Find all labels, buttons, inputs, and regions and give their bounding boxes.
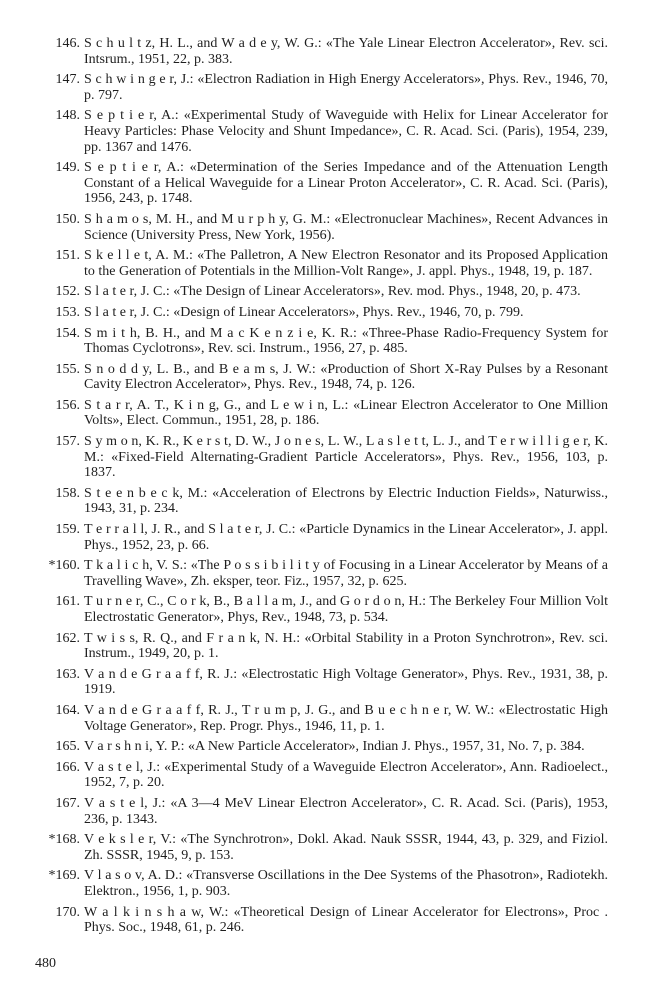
reference-text: S e p t i e r, A.: «Experimental Study of Waveguide with Helix for Linear Accelerator for Heavy Particles: Phase Velocity and Shunt Impedance», C. R. Acad. Sci. (Paris), 1954, 239, pp. 1367 and 1476. — [84, 108, 608, 155]
reference-item — [26, 631, 608, 662]
reference-text: V l a s o v, A. D.: «Transverse Oscillations in the Dee Systems of the Phasotron», Radiotekh. Elektron., 1956, 1, p. 903. — [84, 868, 608, 899]
reference-number: 166. — [55, 759, 80, 775]
reference-item — [26, 248, 608, 279]
reference-number: 164. — [55, 702, 80, 718]
reference-item — [26, 796, 608, 827]
reference-number: *169. — [48, 868, 80, 884]
reference-text: S h a m o s, M. H., and M u r p h y, G. M.: «Electronuclear Machines», Recent Advances in Science (University Press, New York, 1956). — [84, 211, 608, 243]
reference-item — [26, 594, 608, 625]
reference-item — [26, 212, 608, 243]
reference-text: T w i s s, R. Q., and F r a n k, N. H.: «Orbital Stability in a Proton Synchrotron», Rev. sci. Instrum., 1949, 20, p. 1. — [84, 630, 608, 662]
reference-item — [26, 760, 608, 791]
reference-item — [26, 284, 608, 300]
reference-item — [26, 558, 608, 589]
reference-list — [26, 36, 608, 941]
reference-item — [26, 868, 608, 899]
reference-text: S t a r r, A. T., K i n g, G., and L e w i n, L.: «Linear Electron Accelerator to One Million Volts», Elect. Commun., 1951, 28, p. 186. — [84, 397, 608, 429]
reference-text: T k a l i c h, V. S.: «The P o s s i b i l i t y of Focusing in a Linear Accelerator by Means of a Travelling Wave», Zh. eksper, teor. Fiz., 1957, 32, p. 625. — [84, 558, 608, 589]
reference-item — [26, 398, 608, 429]
reference-text: V a s t e l, J.: «Experimental Study of a Waveguide Electron Accelerator», Ann. Radioelect., 1952, 7, p. 20. — [84, 759, 608, 791]
reference-item — [26, 434, 608, 481]
reference-text: V a n d e G r a a f f, R. J., T r u m p, J. G., and B u e c h n e r, W. W.: «Electrostatic High Voltage Generator», Rep. Progr. Phys., 1946, 11, p. 1. — [84, 702, 608, 734]
reference-number: 158. — [55, 485, 80, 501]
reference-item — [26, 72, 608, 103]
reference-text: T e r r a l l, J. R., and S l a t e r, J. C.: «Particle Dynamics in the Linear Accelerator», J. appl. Phys., 1952, 23, p. 66. — [84, 522, 608, 553]
reference-text: V a s t e l, J.: «A 3—4 MeV Linear Electron Accelerator», C. R. Acad. Sci. (Paris), 1953, 236, p. 1343. — [84, 795, 608, 827]
reference-item — [26, 905, 608, 936]
reference-text: W a l k i n s h a w, W.: «Theoretical Design of Linear Accelerator for Electrons», Proc . Phys. Soc., 1948, 61, p. 246. — [84, 904, 608, 936]
reference-item — [26, 522, 608, 553]
reference-text: V a n d e G r a a f f, R. J.: «Electrostatic High Voltage Generator», Phys. Rev., 1931, 38, p. 1919. — [84, 666, 608, 698]
reference-item — [26, 36, 608, 67]
reference-item — [26, 362, 608, 393]
reference-item — [26, 326, 608, 357]
reference-item — [26, 305, 608, 321]
reference-number: 155. — [55, 361, 80, 377]
reference-text: T u r n e r, C., C o r k, B., B a l l a m, J., and G o r d o n, H.: The Berkeley Four Million Volt Electrostatic Generator», Phys, Rev., 1948, 73, p. 534. — [84, 594, 608, 625]
reference-text: S l a t e r, J. C.: «Design of Linear Accelerators», Phys. Rev., 1946, 70, p. 799. — [84, 304, 524, 320]
reference-text: S l a t e r, J. C.: «The Design of Linear Accelerators», Rev. mod. Phys., 1948, 20, p. 473. — [84, 284, 581, 300]
page-number: 480 — [35, 956, 56, 971]
reference-number: 149. — [55, 160, 80, 176]
reference-number: 153. — [55, 304, 80, 320]
reference-number: 170. — [55, 904, 80, 920]
reference-item — [26, 832, 608, 863]
reference-number: *168. — [48, 832, 80, 848]
reference-text: S e p t i e r, A.: «Determination of the Series Impedance and of the Attenuation Length Constant of a Helical Waveguide for a Linear Proton Accelerator», C. R. Acad. Sci. (Paris), 1956, 243, p. 1748. — [84, 160, 608, 207]
reference-text: V e k s l e r, V.: «The Synchrotron», Dokl. Akad. Nauk SSSR, 1944, 43, p. 329, and Fiziol. Zh. SSSR, 1945, 9, p. 153. — [84, 832, 608, 863]
reference-text: S t e e n b e c k, M.: «Acceleration of Electrons by Electric Induction Fields», Naturwiss., 1943, 31, p. 234. — [84, 485, 608, 517]
reference-text: S m i t h, B. H., and M a c K e n z i e, K. R.: «Three-Phase Radio-Frequency System for Thomas Cyclotrons», Rev. sci. Instrum., 1956, 27, p. 485. — [84, 325, 608, 357]
reference-number: 165. — [55, 739, 80, 755]
reference-item — [26, 108, 608, 155]
reference-number: 157. — [55, 434, 80, 450]
reference-number: 163. — [55, 666, 80, 682]
reference-text: S y m o n, K. R., K e r s t, D. W., J o n e s, L. W., L a s l e t t, L. J., and T e r w i l l i g e r, K. M.: «Fixed-Field Alternating-Gradient Particle Accelerators», Phys. Rev., 1956, 103, p. 1837. — [84, 434, 608, 481]
reference-item — [26, 703, 608, 734]
reference-number: *160. — [48, 558, 80, 574]
reference-number: 152. — [55, 284, 80, 300]
reference-text: S k e l l e t, A. M.: «The Palletron, A New Electron Resonator and its Proposed Application to the Generation of Potentials in the Million-Volt Range», J. appl. Phys., 1948, 19, p. 187. — [84, 248, 608, 279]
reference-number: 161. — [55, 594, 80, 610]
reference-item — [26, 160, 608, 207]
reference-item — [26, 739, 608, 755]
reference-item — [26, 667, 608, 698]
reference-number: 162. — [55, 630, 80, 646]
reference-number: 148. — [55, 108, 80, 124]
reference-number: 159. — [55, 522, 80, 538]
reference-number: 147. — [55, 72, 80, 88]
reference-text: S n o d d y, L. B., and B e a m s, J. W.: «Production of Short X-Ray Pulses by a Resonant Cavity Electron Accelerator», Phys. Rev., 1948, 74, p. 126. — [84, 361, 608, 393]
reference-number: 156. — [55, 397, 80, 413]
reference-number: 154. — [55, 325, 80, 341]
reference-number: 167. — [55, 795, 80, 811]
reference-text: S c h w i n g e r, J.: «Electron Radiation in High Energy Accelerators», Phys. Rev., 1946, 70, p. 797. — [84, 72, 608, 103]
reference-number: 150. — [55, 211, 80, 227]
reference-item — [26, 486, 608, 517]
reference-text: S c h u l t z, H. L., and W a d e y, W. G.: «The Yale Linear Electron Accelerator», Rev. sci. Intsrum., 1951, 22, p. 383. — [84, 36, 608, 67]
reference-text: V a r s h n i, Y. P.: «A New Particle Accelerator», Indian J. Phys., 1957, 31, No. 7, p. 384. — [84, 739, 585, 755]
reference-number: 146. — [55, 36, 80, 51]
reference-number: 151. — [55, 248, 80, 264]
